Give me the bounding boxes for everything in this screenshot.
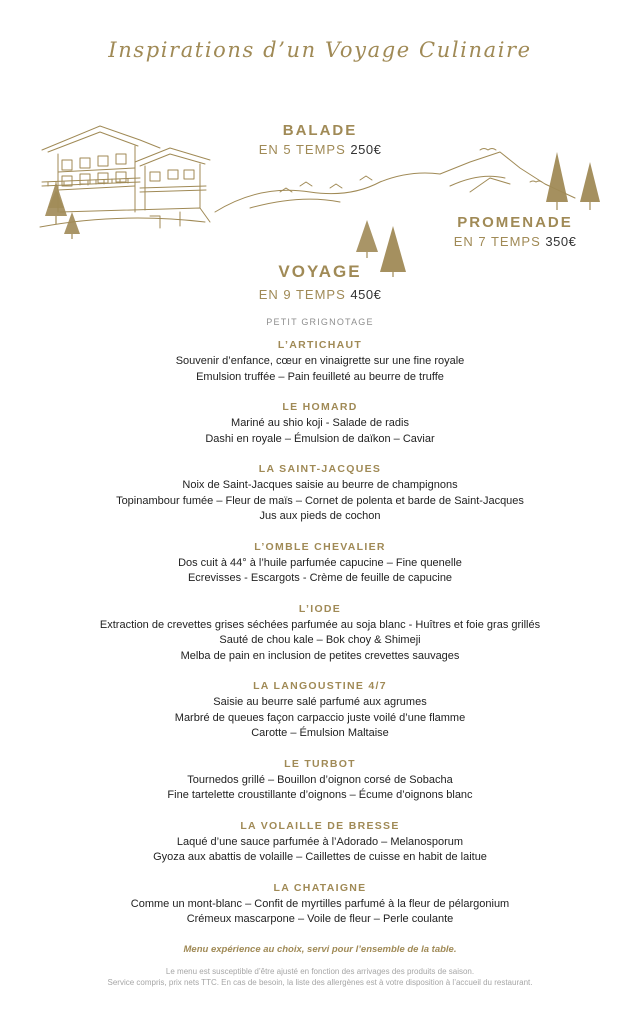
- course-description: Dos cuit à 44° à l’huile parfumée capucine – Fine quenelle: [178, 556, 462, 569]
- menu-promenade-price: 350€: [545, 234, 577, 249]
- menu-promenade: [420, 214, 610, 249]
- course-name: LA VOLAILLE DE BRESSE: [240, 819, 400, 832]
- menu-voyage: [220, 262, 420, 302]
- course-description: Ecrevisses - Escargots - Crème de feuille de capucine: [187, 572, 453, 584]
- course-block: [0, 462, 640, 525]
- course-description: Saisie au beurre salé parfumé aux agrumes: [213, 696, 427, 708]
- course-description: Dashi en royale – Émulsion de daïkon – Caviar: [205, 432, 435, 445]
- course-description: Gyoza aux abattis de volaille – Caillettes de cuisse en habit de laitue: [153, 851, 487, 863]
- course-description: Emulsion truffée – Pain feuilleté au beurre de truffe: [196, 370, 444, 383]
- course-description: Melba de pain en inclusion de petites crevettes sauvages: [180, 649, 460, 662]
- course-block: [0, 540, 640, 587]
- course-name: L’OMBLE CHEVALIER: [254, 540, 386, 553]
- course-name: L’IODE: [298, 602, 342, 615]
- course-description: Jus aux pieds de cochon: [259, 510, 381, 522]
- menu-promenade-detail: [420, 234, 610, 249]
- course-description: Souvenir d’enfance, cœur en vinaigrette sur une fine royale: [175, 355, 465, 367]
- course-block: [0, 881, 640, 928]
- footer-legal-line: Le menu est susceptible d’être ajusté en fonction des arrivages des produits de saison.: [165, 967, 475, 976]
- menu-voyage-name: VOYAGE: [278, 262, 362, 281]
- menu-balade-courses: EN 5 TEMPS: [258, 142, 346, 157]
- course-description: Fine tartelette croustillante d’oignons – Écume d’oignons blanc: [167, 789, 473, 801]
- course-name: LE TURBOT: [284, 757, 356, 770]
- course-description: Marbré de queues façon carpaccio juste voilé d’une flamme: [174, 711, 466, 724]
- menu-voyage-price: 450€: [350, 287, 382, 302]
- menu-promenade-name: PROMENADE: [457, 214, 573, 231]
- course-description: Carotte – Émulsion Maltaise: [251, 727, 389, 739]
- course-description: Topinambour fumée – Fleur de maïs – Cornet de polenta et barde de Saint-Jacques: [116, 494, 524, 507]
- course-description: Mariné au shio koji - Salade de radis: [231, 417, 409, 429]
- menu-voyage-detail: [220, 287, 420, 302]
- footer-legal-line: Service compris, prix nets TTC. En cas de besoin, la liste des allergènes est à votre disposition à l’accueil du restaurant.: [107, 978, 533, 987]
- course-name: LA LANGOUSTINE 4/7: [253, 680, 387, 692]
- footer-legal: [0, 966, 640, 988]
- footer-note: Menu expérience au choix, servi pour l’ensemble de la table.: [183, 944, 457, 955]
- course-list: [0, 338, 640, 943]
- menu-voyage-courses: EN 9 TEMPS: [258, 287, 346, 302]
- course-description: Tournedos grillé – Bouillon d’oignon corsé de Sobacha: [187, 773, 453, 786]
- page-title: Inspirations d’un Voyage Culinaire: [108, 38, 532, 62]
- course-name: LE HOMARD: [282, 401, 358, 413]
- menu-balade-name: BALADE: [282, 122, 358, 139]
- course-block: [0, 602, 640, 665]
- course-description: Laqué d’une sauce parfumée à l’Adorado – Melanosporum: [176, 835, 464, 848]
- course-block: [0, 819, 640, 866]
- course-block: [0, 757, 640, 804]
- nibbles-heading: PETIT GRIGNOTAGE: [266, 317, 374, 327]
- course-description: Comme un mont-blanc – Confit de myrtilles parfumé à la fleur de pélargonium: [130, 897, 510, 910]
- course-description: Extraction de crevettes grises séchées parfumée au soja blanc - Huîtres et foie gras grillés: [99, 618, 541, 631]
- course-name: L’ARTICHAUT: [277, 339, 363, 351]
- course-name: LA SAINT-JACQUES: [258, 463, 382, 475]
- course-description: Crémeux mascarpone – Voile de fleur – Perle coulante: [186, 913, 454, 925]
- menu-promenade-courses: EN 7 TEMPS: [453, 234, 541, 249]
- course-description: Sauté de chou kale – Bok choy & Shimeji: [219, 634, 421, 646]
- course-name: LA CHATAIGNE: [273, 881, 367, 894]
- course-description: Noix de Saint-Jacques saisie au beurre de champignons: [182, 479, 458, 491]
- menu-balade: [220, 122, 420, 157]
- course-block: [0, 679, 640, 742]
- course-block: [0, 400, 640, 447]
- course-block: [0, 338, 640, 385]
- menu-balade-detail: [220, 142, 420, 157]
- menu-balade-price: 250€: [350, 142, 382, 157]
